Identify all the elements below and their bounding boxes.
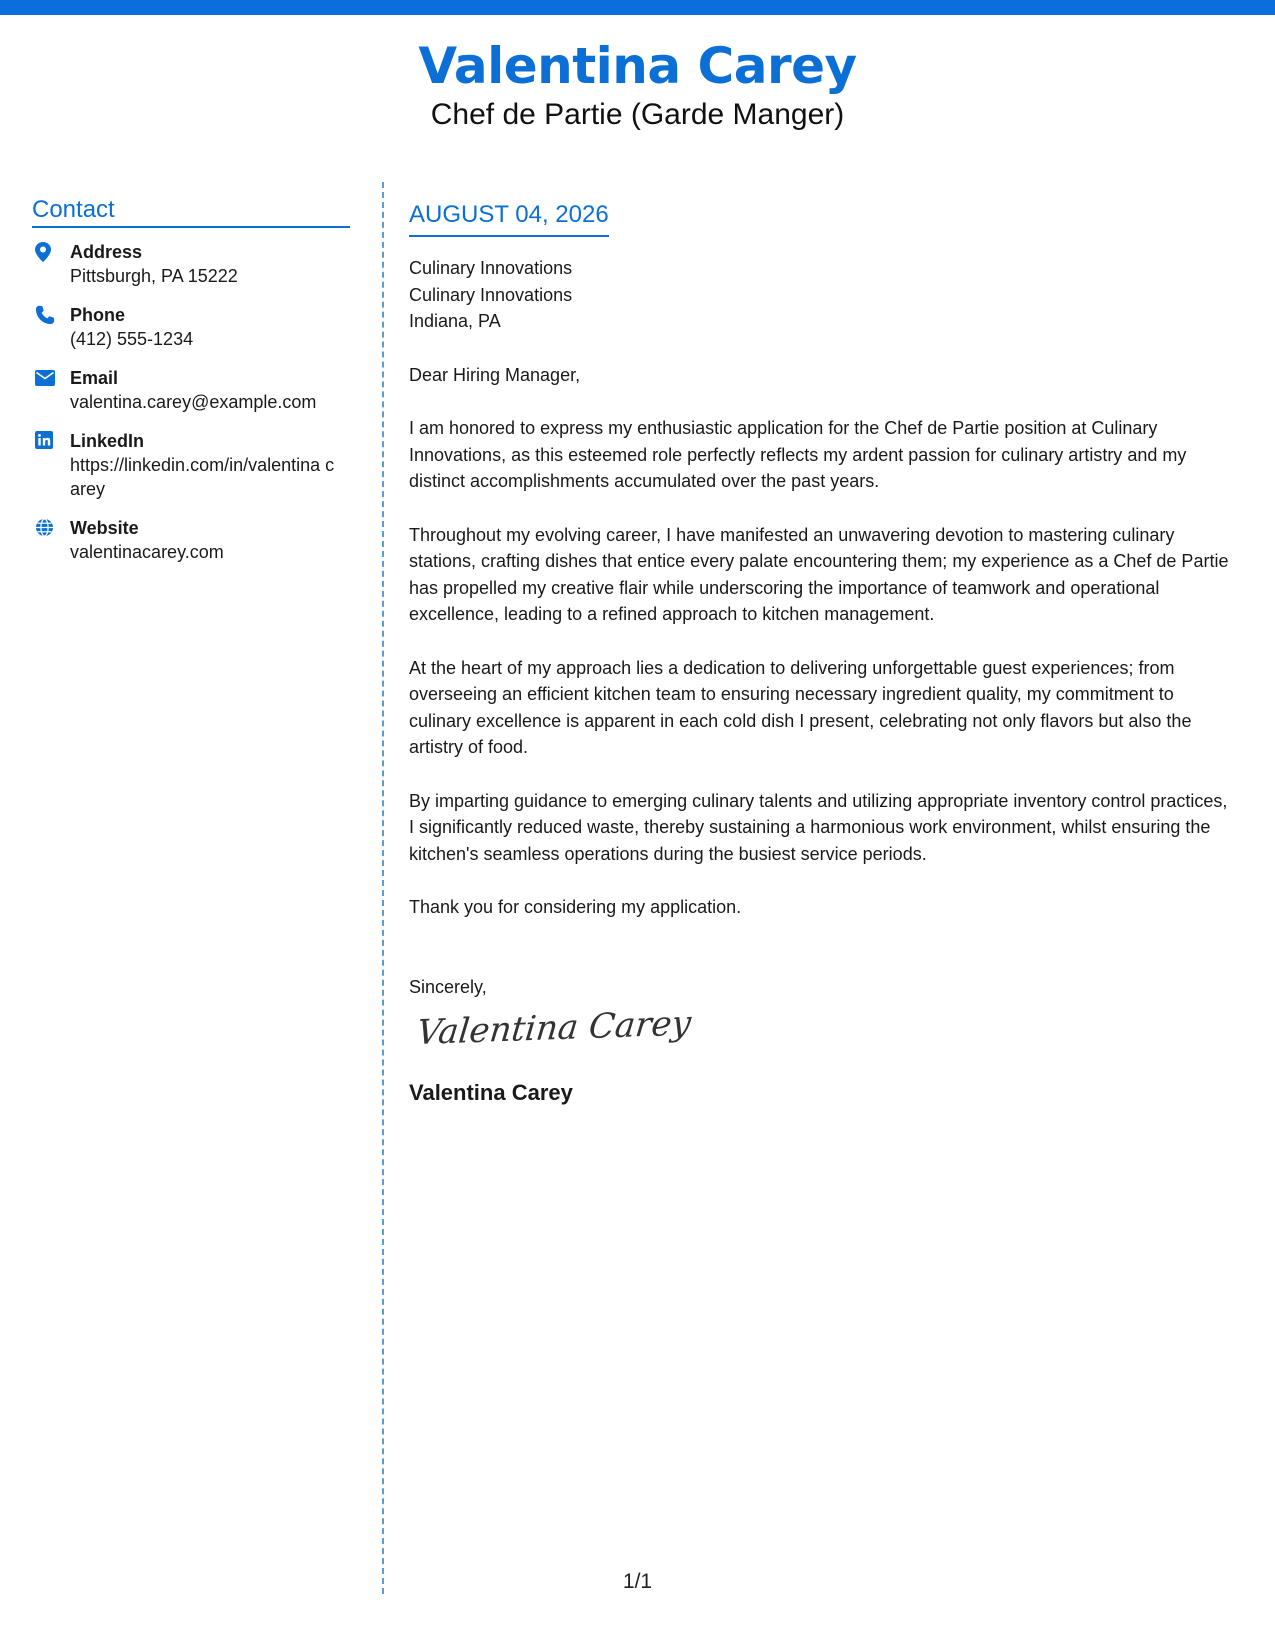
contact-item-phone	[32, 303, 350, 351]
contact-sidebar	[32, 196, 350, 579]
globe-icon	[32, 516, 70, 564]
paragraph: By imparting guidance to emerging culinary talents and utilizing appropriate inventory control practices, I significantly reduced waste, thereby sustaining a harmonious work environment, whilst ensuring the kitchen's seamless operations during the busiest service periods.	[409, 790, 1228, 864]
paragraph: I am honored to express my enthusiastic application for the Chef de Partie position at Culinary Innovations, as this esteemed role perfectly reflects my ardent passion for culinary artistry and my distinct accomplishments accumulated over the past years.	[409, 418, 1187, 491]
salutation: Dear Hiring Manager,	[409, 364, 581, 385]
recipient-line: Indiana, PA	[409, 311, 501, 331]
address-value: Pittsburgh, PA 15222	[70, 266, 238, 286]
applicant-name: Valentina Carey	[418, 37, 857, 95]
contact-item-email	[32, 366, 350, 414]
contact-item-linkedin	[32, 429, 350, 501]
job-title: Chef de Partie (Garde Manger)	[430, 97, 845, 131]
column-divider	[382, 182, 384, 1594]
contact-label: LinkedIn	[70, 431, 145, 451]
website-value[interactable]: valentinacarey.com	[70, 542, 224, 562]
paragraph: At the heart of my approach lies a dedication to delivering unforgettable guest experiences; from overseeing an efficient kitchen team to ensuring necessary ingredient quality, my commitment to culinary excellence is apparent in each cold dish I present, celebrating not only flavors but also the artistry of food.	[409, 657, 1192, 757]
email-value[interactable]: valentina.carey@example.com	[70, 392, 317, 412]
header	[0, 38, 1275, 132]
linkedin-icon	[32, 429, 70, 501]
recipient-line: Culinary Innovations	[409, 284, 573, 305]
signature: Valentina Carey	[414, 1003, 693, 1054]
contact-label: Website	[70, 518, 139, 538]
contact-heading: Contact	[32, 196, 350, 228]
contact-label: Address	[70, 242, 143, 262]
paragraph: Thank you for considering my application.	[409, 897, 742, 917]
signer-name: Valentina Carey	[409, 1079, 573, 1105]
envelope-icon	[32, 366, 70, 414]
contact-item-address	[32, 240, 350, 288]
page-number: 1/1	[622, 1570, 653, 1593]
linkedin-value[interactable]: https://linkedin.com/in/valentina carey	[70, 455, 335, 499]
letter-date: AUGUST 04, 2026	[409, 200, 609, 237]
closing: Sincerely,	[409, 976, 487, 997]
phone-value: (412) 555-1234	[70, 329, 194, 349]
top-accent-bar	[0, 0, 1275, 15]
contact-list	[32, 240, 350, 564]
recipient-block	[409, 255, 1229, 335]
map-pin-icon	[32, 240, 70, 288]
contact-label: Phone	[70, 305, 126, 325]
contact-item-website	[32, 516, 350, 564]
phone-icon	[32, 303, 70, 351]
recipient-line: Culinary Innovations	[409, 258, 573, 278]
contact-label: Email	[70, 368, 119, 388]
paragraph: Throughout my evolving career, I have manifested an unwavering devotion to mastering culinary stations, crafting dishes that entice every palate encountering them; my experience as a Chef de Partie has propelled my creative flair while underscoring the importance of teamwork and operational excellence, leading to a refined approach to kitchen management.	[409, 524, 1229, 624]
letter-body	[409, 200, 1229, 1106]
